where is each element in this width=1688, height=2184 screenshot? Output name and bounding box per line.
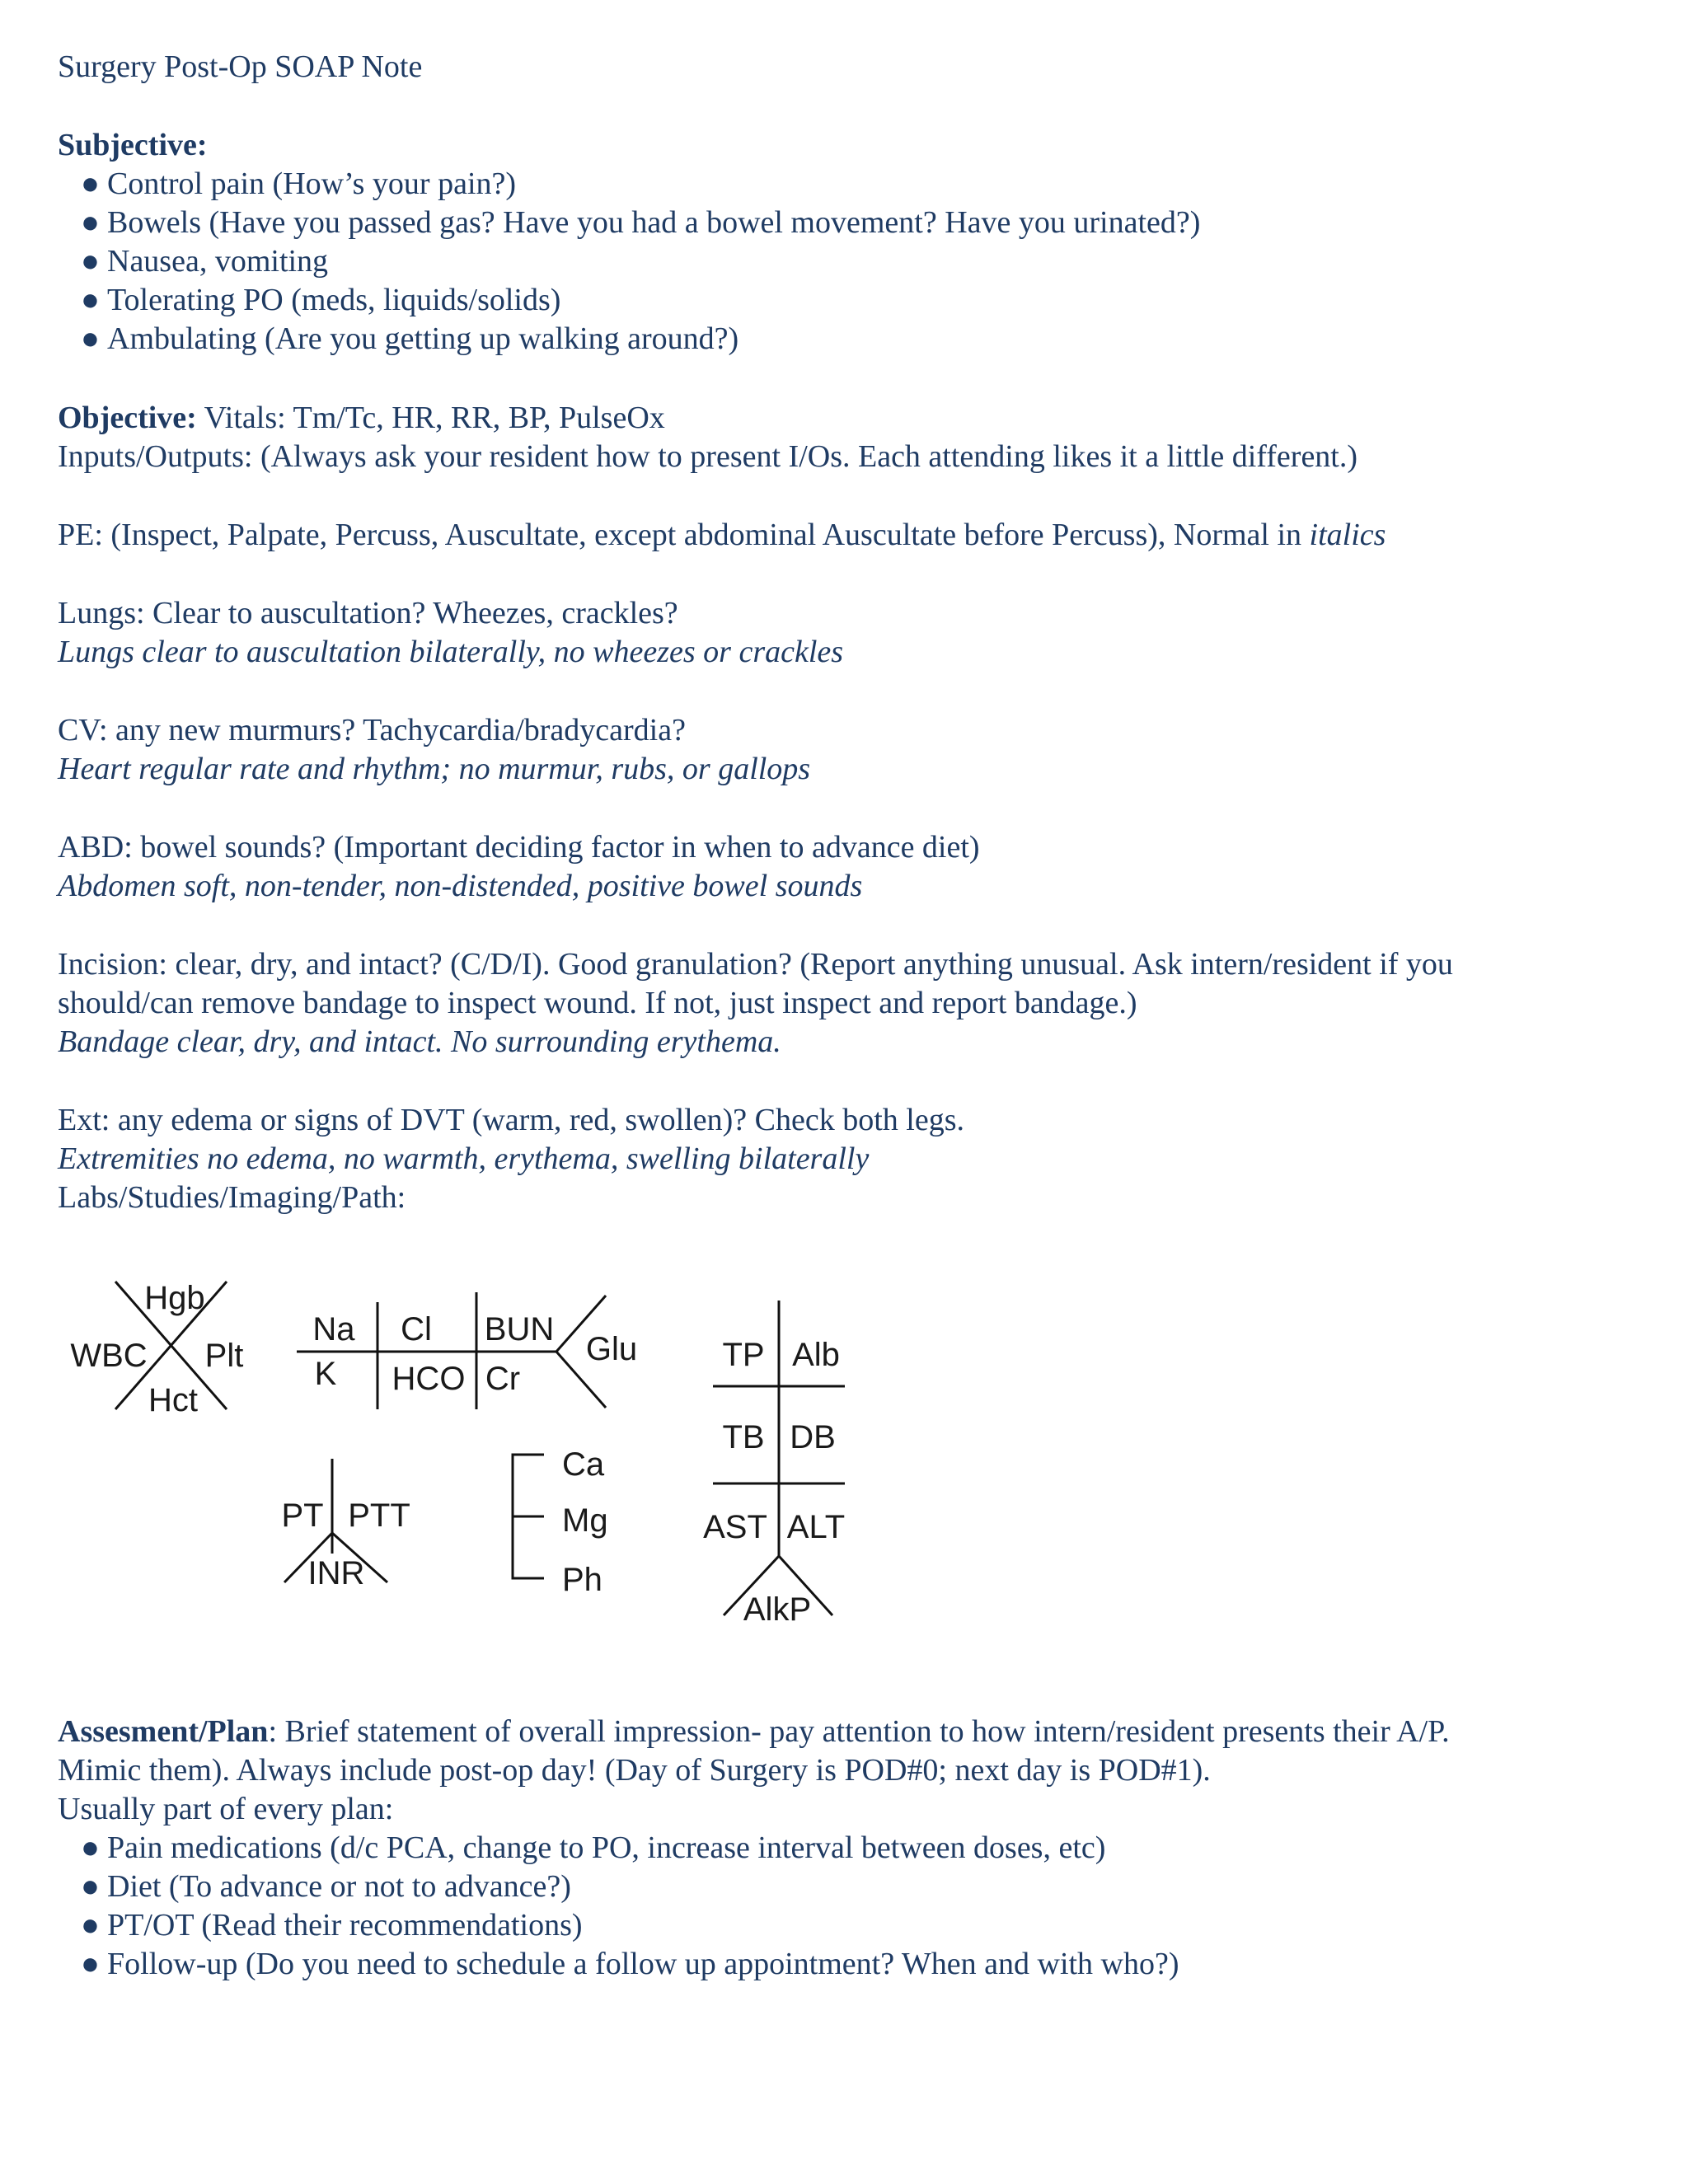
list-item: ● Ambulating (Are you getting up walking around?)	[81, 321, 739, 356]
lft-diagram	[703, 1301, 845, 1628]
lytes-ph: Ph	[562, 1562, 603, 1598]
lft-tp: TP	[722, 1337, 765, 1373]
lungs-question: Lungs: Clear to auscultation? Wheezes, crackles?	[58, 596, 678, 630]
list-item: ● Nausea, vomiting	[81, 244, 329, 279]
assessment-heading: Assesment/Plan	[58, 1714, 269, 1749]
list-item: ● Bowels (Have you passed gas? Have you had a bowel movement? Have you urinated?)	[81, 205, 1201, 240]
bmp-cr: Cr	[485, 1361, 521, 1397]
document-title: Surgery Post-Op SOAP Note	[58, 49, 423, 84]
lft-ast: AST	[703, 1509, 767, 1545]
list-item: ● Follow-up (Do you need to schedule a follow up appointment? When and with who?)	[81, 1947, 1179, 1981]
assessment-line-2: Mimic them). Always include post-op day! (Day of Surgery is POD#0; next day is POD#1).	[58, 1753, 1211, 1788]
list-item: ● Diet (To advance or not to advance?)	[81, 1869, 571, 1904]
list-item: ● PT/OT (Read their recommendations)	[81, 1908, 583, 1943]
cv-normal: Heart regular rate and rhythm; no murmur, rubs, or gallops	[58, 752, 811, 786]
lytes-mg: Mg	[562, 1502, 608, 1539]
pe-italic: italics	[1309, 518, 1386, 552]
abd-question: ABD: bowel sounds? (Important deciding factor in when to advance diet)	[58, 830, 980, 865]
assessment-text: : Brief statement of overall impression- pay attention to how intern/resident presents their A/P.	[268, 1714, 1450, 1749]
ext-normal: Extremities no edema, no warmth, erythema, swelling bilaterally	[58, 1141, 870, 1176]
lft-alb: Alb	[792, 1337, 840, 1373]
lft-alt: ALT	[786, 1509, 846, 1545]
list-item: ● Pain medications (d/c PCA, change to PO, increase interval between doses, etc)	[81, 1830, 1106, 1865]
lytes-diagram	[513, 1446, 608, 1598]
coag-diagram	[281, 1459, 410, 1591]
assessment-line-3: Usually part of every plan:	[58, 1792, 394, 1826]
list-item: ● Control pain (How’s your pain?)	[81, 166, 517, 201]
subjective-heading: Subjective:	[58, 128, 208, 162]
lytes-ca: Ca	[562, 1446, 605, 1483]
abd-normal: Abdomen soft, non-tender, non-distended, positive bowel sounds	[58, 869, 863, 903]
pe-text: PE: (Inspect, Palpate, Percuss, Auscultate, except abdominal Auscultate before Percuss), Normal in	[58, 518, 1310, 552]
labs-heading: Labs/Studies/Imaging/Path:	[58, 1180, 406, 1215]
cbc-plt: Plt	[204, 1338, 244, 1374]
lft-tb: TB	[722, 1419, 765, 1455]
assessment-line-1	[58, 1713, 1450, 1751]
cbc-hct: Hct	[148, 1382, 198, 1418]
objective-heading: Objective:	[58, 401, 197, 435]
lft-alkp: AlkP	[743, 1591, 812, 1628]
cbc-wbc: WBC	[70, 1338, 148, 1374]
list-item: ● Tolerating PO (meds, liquids/solids)	[81, 283, 561, 317]
ext-question: Ext: any edema or signs of DVT (warm, red, swollen)? Check both legs.	[58, 1103, 964, 1137]
coag-pt: PT	[281, 1497, 324, 1534]
bmp-na: Na	[312, 1311, 355, 1347]
objective-vitals: Vitals: Tm/Tc, HR, RR, BP, PulseOx	[196, 401, 665, 435]
bmp-diagram	[297, 1292, 637, 1409]
coag-ptt: PTT	[348, 1497, 410, 1534]
cbc-diagram	[70, 1280, 243, 1418]
bmp-bun: BUN	[484, 1311, 555, 1347]
incision-question-2: should/can remove bandage to inspect wound. If not, just inspect and report bandage.)	[58, 986, 1137, 1020]
bmp-hco: HCO	[392, 1361, 466, 1397]
lft-db: DB	[790, 1419, 836, 1455]
plan-list	[81, 1829, 1179, 1984]
coag-inr: INR	[307, 1555, 365, 1591]
bmp-cl: Cl	[401, 1311, 432, 1347]
bmp-glu: Glu	[585, 1331, 638, 1367]
incision-normal: Bandage clear, dry, and intact. No surrounding erythema.	[58, 1024, 781, 1059]
lab-diagrams	[0, 0, 907, 1648]
cv-question: CV: any new murmurs? Tachycardia/bradycardia?	[58, 713, 686, 748]
objective-io: Inputs/Outputs: (Always ask your resident how to present I/Os. Each attending likes it a little different.)	[58, 439, 1358, 474]
incision-question-1: Incision: clear, dry, and intact? (C/D/I). Good granulation? (Report anything unusual. Ask intern/resident if you	[58, 947, 1453, 982]
cbc-hgb: Hgb	[144, 1280, 205, 1316]
lungs-normal: Lungs clear to auscultation bilaterally, no wheezes or crackles	[58, 635, 844, 669]
bmp-k: K	[314, 1356, 337, 1392]
